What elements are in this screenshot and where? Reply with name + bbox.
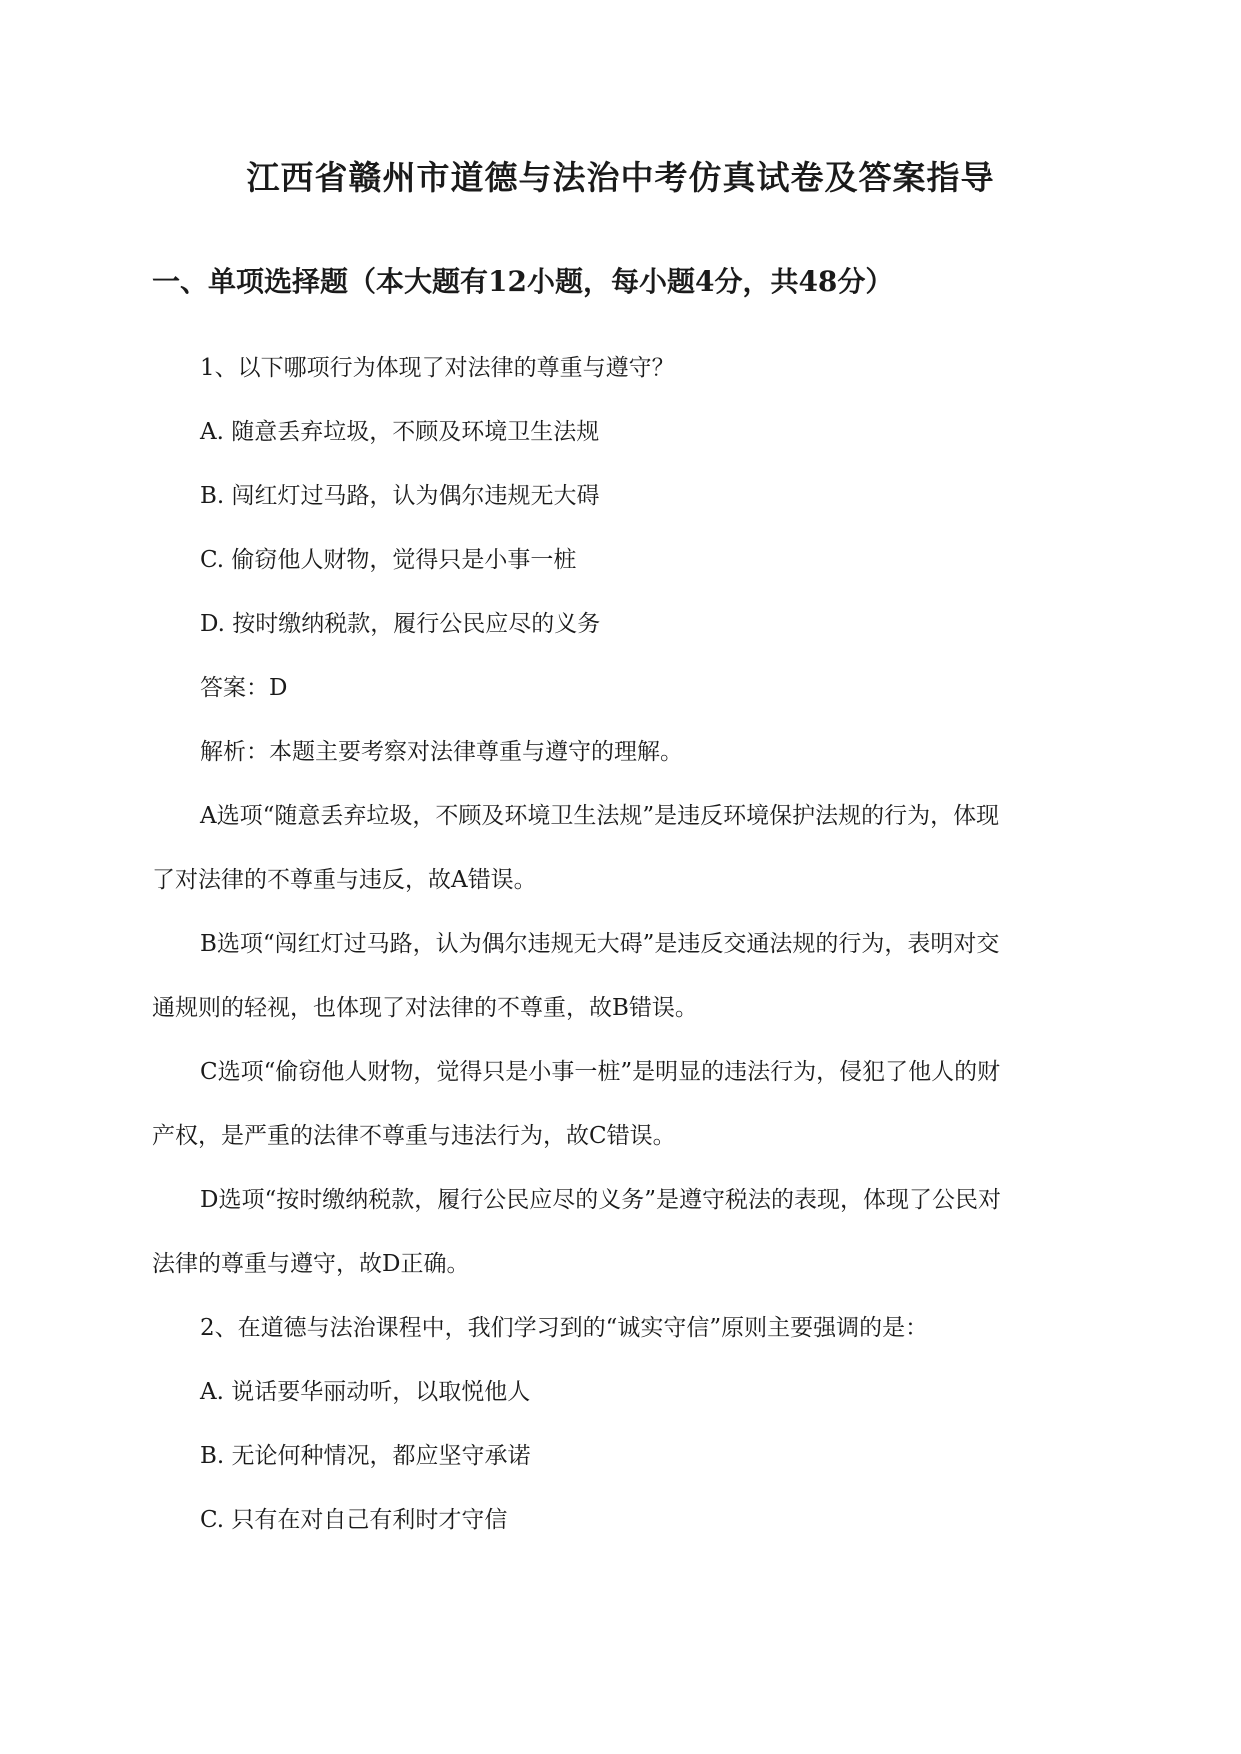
document-title: 江西省赣州市道德与法治中考仿真试卷及答案指导 <box>246 158 995 197</box>
question-2-stem: 2、在道德与法治课程中，我们学习到的“诚实守信”原则主要强调的是： <box>200 1315 929 1341</box>
question-1-option-d: D. 按时缴纳税款，履行公民应尽的义务 <box>200 611 601 637</box>
question-2-option-c: C. 只有在对自己有利时才守信 <box>200 1507 508 1533</box>
analysis-line: 了对法律的不尊重与违反，故A错误。 <box>152 867 537 893</box>
question-1-answer: 答案：D <box>200 675 288 701</box>
analysis-line: B选项“闯红灯过马路，认为偶尔违规无大碍”是违反交通法规的行为，表明对交 <box>200 931 1000 957</box>
analysis-line: D选项“按时缴纳税款，履行公民应尽的义务”是遵守税法的表现，体现了公民对 <box>200 1187 1001 1213</box>
analysis-line: A选项“随意丢弃垃圾，不顾及环境卫生法规”是违反环境保护法规的行为，体现 <box>200 803 1000 829</box>
question-1-option-a: A. 随意丢弃垃圾，不顾及环境卫生法规 <box>200 419 600 445</box>
question-1-option-b: B. 闯红灯过马路，认为偶尔违规无大碍 <box>200 483 600 509</box>
question-1-option-c: C. 偷窃他人财物，觉得只是小事一桩 <box>200 547 577 573</box>
question-1-analysis-intro: 解析：本题主要考察对法律尊重与遵守的理解。 <box>200 739 683 765</box>
analysis-line: 法律的尊重与遵守，故D正确。 <box>152 1251 470 1277</box>
question-2-option-b: B. 无论何种情况，都应坚守承诺 <box>200 1443 531 1469</box>
analysis-line: 产权，是严重的法律不尊重与违法行为，故C错误。 <box>152 1123 676 1149</box>
question-1-stem: 1、以下哪项行为体现了对法律的尊重与遵守？ <box>200 355 675 381</box>
section-heading: 一、单项选择题（本大题有12小题，每小题4分，共48分） <box>152 265 894 298</box>
question-2-option-a: A. 说话要华丽动听，以取悦他人 <box>200 1379 531 1405</box>
analysis-line: 通规则的轻视，也体现了对法律的不尊重，故B错误。 <box>152 995 698 1021</box>
analysis-line: C选项“偷窃他人财物，觉得只是小事一桩”是明显的违法行为，侵犯了他人的财 <box>200 1059 1001 1085</box>
